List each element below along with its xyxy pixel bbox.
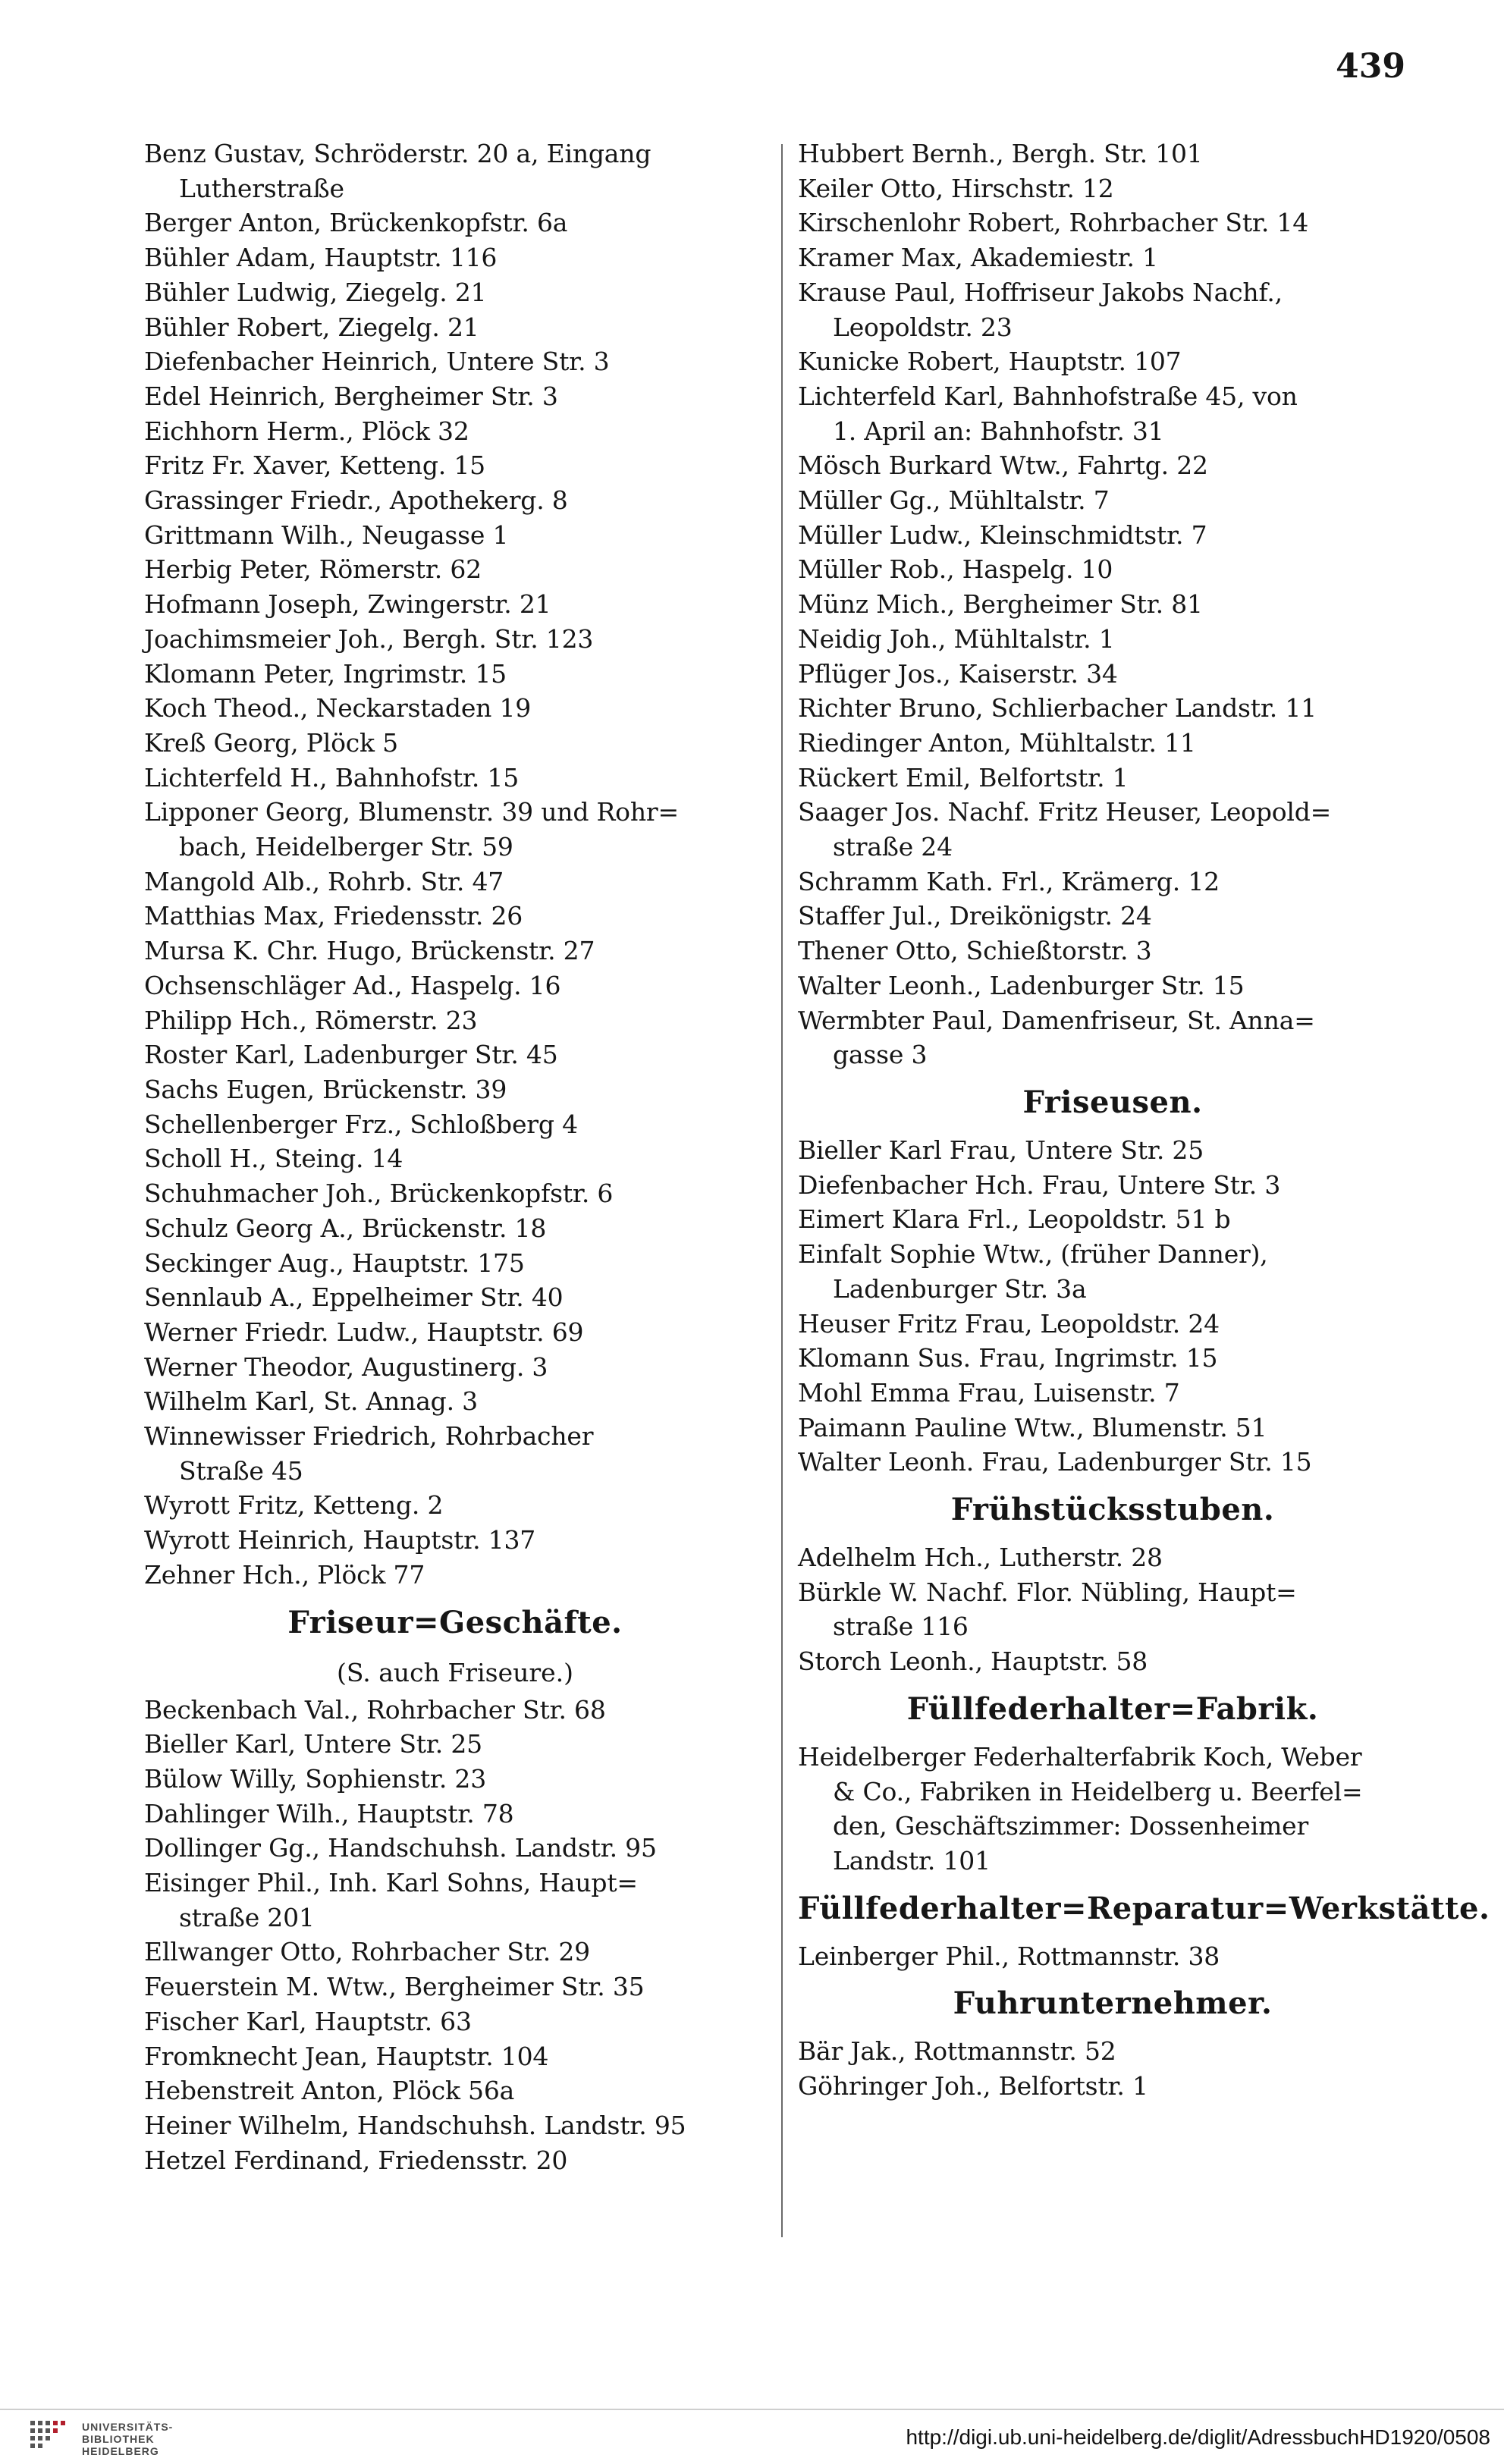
directory-entry: straße 116 <box>833 1612 969 1642</box>
directory-entry: Philipp Hch., Römerstr. 23 <box>144 1005 478 1035</box>
directory-entry: Berger Anton, Brückenkopfstr. 6a <box>144 208 568 238</box>
directory-entry: Straße 45 <box>179 1455 303 1486</box>
directory-entry: Dollinger Gg., Handschuhsh. Landstr. 95 <box>144 1833 657 1863</box>
directory-entry: Kramer Max, Akademiestr. 1 <box>798 243 1158 273</box>
directory-entry: Kunicke Robert, Hauptstr. 107 <box>798 347 1182 377</box>
library-name-line: HEIDELBERG <box>82 2445 159 2457</box>
directory-entry: Schulz Georg A., Brückenstr. 18 <box>144 1213 547 1243</box>
directory-entry: Keiler Otto, Hirschstr. 12 <box>798 173 1114 203</box>
directory-entry: Feuerstein M. Wtw., Bergheimer Str. 35 <box>144 1972 645 2002</box>
directory-entry: Wyrott Fritz, Ketteng. 2 <box>144 1490 444 1521</box>
directory-entry: gasse 3 <box>833 1040 928 1070</box>
section-subheading: (S. auch Friseure.) <box>336 1657 574 1687</box>
directory-entry: Krause Paul, Hoffriseur Jakobs Nachf., <box>798 277 1283 307</box>
directory-entry: Fromknecht Jean, Hauptstr. 104 <box>144 2041 549 2071</box>
directory-entry: Müller Ludw., Kleinschmidtstr. 7 <box>798 519 1207 550</box>
section-heading: Fuhrunternehmer. <box>953 1985 1273 2022</box>
directory-entry: Diefenbacher Hch. Frau, Untere Str. 3 <box>798 1169 1281 1200</box>
directory-entry: Diefenbacher Heinrich, Untere Str. 3 <box>144 347 610 377</box>
directory-entry: Bieller Karl, Untere Str. 25 <box>144 1729 482 1759</box>
directory-entry: straße 24 <box>833 832 953 862</box>
directory-entry: Landstr. 101 <box>833 1845 991 1875</box>
directory-entry: Heuser Fritz Frau, Leopoldstr. 24 <box>798 1308 1220 1339</box>
directory-entry: Mangold Alb., Rohrb. Str. 47 <box>144 866 504 896</box>
directory-entry: Mohl Emma Frau, Luisenstr. 7 <box>798 1377 1180 1408</box>
directory-entry: Klomann Peter, Ingrimstr. 15 <box>144 658 507 689</box>
directory-entry: Schuhmacher Joh., Brückenkopfstr. 6 <box>144 1179 614 1209</box>
directory-entry: Bürkle W. Nachf. Flor. Nübling, Haupt= <box>798 1577 1297 1607</box>
directory-entry: Einfalt Sophie Wtw., (früher Danner), <box>798 1239 1268 1270</box>
column-divider <box>781 144 783 2237</box>
section-heading: Friseusen. <box>1022 1084 1203 1120</box>
directory-entry: Sennlaub A., Eppelheimer Str. 40 <box>144 1282 564 1313</box>
directory-entry: Adelhelm Hch., Lutherstr. 28 <box>798 1543 1163 1573</box>
directory-entry: Lichterfeld Karl, Bahnhofstraße 45, von <box>798 381 1298 411</box>
directory-entry: Walter Leonh. Frau, Ladenburger Str. 15 <box>798 1447 1312 1477</box>
directory-entry: Kreß Georg, Plöck 5 <box>144 727 398 758</box>
library-logo-icon <box>29 2419 70 2456</box>
directory-entry: Wermbter Paul, Damenfriseur, St. Anna= <box>798 1005 1315 1035</box>
directory-entry: Werner Theodor, Augustinerg. 3 <box>144 1351 548 1382</box>
page-number: 439 <box>1336 47 1405 86</box>
directory-entry: Bühler Ludwig, Ziegelg. 21 <box>144 277 487 307</box>
directory-entry: Thener Otto, Schießtorstr. 3 <box>798 936 1152 966</box>
directory-entry: Heiner Wilhelm, Handschuhsh. Landstr. 95 <box>144 2110 686 2140</box>
footer <box>0 2410 1504 2464</box>
directory-entry: Riedinger Anton, Mühltalstr. 11 <box>798 727 1196 758</box>
directory-entry: Grittmann Wilh., Neugasse 1 <box>144 519 509 550</box>
directory-entry: Richter Bruno, Schlierbacher Landstr. 11 <box>798 693 1317 724</box>
directory-entry: Benz Gustav, Schröderstr. 20 a, Eingang <box>144 139 652 168</box>
directory-entry: Leinberger Phil., Rottmannstr. 38 <box>798 1941 1220 1971</box>
directory-entry: Walter Leonh., Ladenburger Str. 15 <box>798 970 1245 1000</box>
section-heading: Friseur=Geschäfte. <box>287 1604 623 1640</box>
directory-entry: Lutherstraße <box>179 173 344 203</box>
directory-entry: Klomann Sus. Frau, Ingrimstr. 15 <box>798 1343 1218 1373</box>
directory-entry: Neidig Joh., Mühltalstr. 1 <box>798 623 1115 654</box>
directory-entry: den, Geschäftszimmer: Dossenheimer <box>833 1811 1309 1841</box>
directory-entry: Hetzel Ferdinand, Friedensstr. 20 <box>144 2145 568 2175</box>
directory-entry: Sachs Eugen, Brückenstr. 39 <box>144 1074 507 1104</box>
directory-entry: Hebenstreit Anton, Plöck 56a <box>144 2076 515 2106</box>
section-heading: Frühstücksstuben. <box>950 1492 1275 1528</box>
directory-entry: Ladenburger Str. 3a <box>833 1273 1087 1304</box>
directory-entry: Hubbert Bernh., Bergh. Str. 101 <box>798 139 1203 168</box>
directory-entry: Heidelberger Federhalterfabrik Koch, Weber <box>798 1741 1362 1772</box>
directory-entry: Wyrott Heinrich, Hauptstr. 137 <box>144 1525 536 1555</box>
directory-entry: Bär Jak., Rottmannstr. 52 <box>798 2036 1116 2067</box>
source-url[interactable]: http://digi.ub.uni-heidelberg.de/diglit/AdressbuchHD1920/0508 <box>906 2425 1490 2449</box>
directory-entry: Eimert Klara Frl., Leopoldstr. 51 b <box>798 1204 1231 1235</box>
directory-entry: Pflüger Jos., Kaiserstr. 34 <box>798 658 1118 689</box>
directory-entry: Seckinger Aug., Hauptstr. 175 <box>144 1248 525 1278</box>
library-name <box>82 2421 173 2457</box>
directory-entry: bach, Heidelberger Str. 59 <box>179 832 513 862</box>
directory-entry: Scholl H., Steing. 14 <box>144 1144 403 1174</box>
directory-entry: Schellenberger Frz., Schloßberg 4 <box>144 1109 578 1139</box>
directory-entry: Lichterfeld H., Bahnhofstr. 15 <box>144 762 520 793</box>
directory-entry: Müller Gg., Mühltalstr. 7 <box>798 485 1110 516</box>
directory-entry: Ellwanger Otto, Rohrbacher Str. 29 <box>144 1937 590 1967</box>
directory-entry: Mursa K. Chr. Hugo, Brückenstr. 27 <box>144 936 595 966</box>
section-heading: Füllfederhalter=Fabrik. <box>906 1690 1319 1727</box>
directory-entry: Storch Leonh., Hauptstr. 58 <box>798 1646 1148 1677</box>
directory-entry: Herbig Peter, Römerstr. 62 <box>144 554 482 585</box>
directory-entry: Hofmann Joseph, Zwingerstr. 21 <box>144 589 551 620</box>
directory-entry: Matthias Max, Friedensstr. 26 <box>144 901 523 931</box>
directory-entry: 1. April an: Bahnhofstr. 31 <box>833 416 1164 446</box>
directory-entry: Rückert Emil, Belfortstr. 1 <box>798 762 1129 793</box>
directory-entry: Göhringer Joh., Belfortstr. 1 <box>798 2071 1148 2101</box>
directory-entry: Bülow Willy, Sophienstr. 23 <box>144 1763 487 1794</box>
directory-entry: Kirschenlohr Robert, Rohrbacher Str. 14 <box>798 208 1309 238</box>
directory-entry: Lipponer Georg, Blumenstr. 39 und Rohr= <box>144 797 679 827</box>
library-name-line: UNIVERSITÄTS- <box>82 2421 174 2433</box>
right-column <box>798 137 1490 2104</box>
directory-entry: Grassinger Friedr., Apothekerg. 8 <box>144 485 568 516</box>
directory-entry: Winnewisser Friedrich, Rohrbacher <box>144 1421 594 1452</box>
section-heading: Füllfederhalter=Reparatur=Werkstätte. <box>798 1890 1490 1926</box>
directory-entry: Müller Rob., Haspelg. 10 <box>798 554 1113 585</box>
directory-entry: Staffer Jul., Dreikönigstr. 24 <box>798 901 1152 931</box>
directory-entry: & Co., Fabriken in Heidelberg u. Beerfel= <box>833 1776 1363 1806</box>
directory-entry: Dahlinger Wilh., Hauptstr. 78 <box>144 1798 514 1828</box>
left-column <box>144 137 766 2177</box>
directory-entry: Paimann Pauline Wtw., Blumenstr. 51 <box>798 1412 1267 1442</box>
directory-entry: Schramm Kath. Frl., Krämerg. 12 <box>798 866 1220 896</box>
directory-entry: Eichhorn Herm., Plöck 32 <box>144 416 469 446</box>
directory-entry: Saager Jos. Nachf. Fritz Heuser, Leopold= <box>798 797 1332 827</box>
directory-entry: Joachimsmeier Joh., Bergh. Str. 123 <box>144 623 594 654</box>
directory-entry: straße 201 <box>179 1902 315 1932</box>
directory-entry: Fritz Fr. Xaver, Ketteng. 15 <box>144 450 485 481</box>
directory-entry: Wilhelm Karl, St. Annag. 3 <box>144 1386 478 1417</box>
directory-entry: Zehner Hch., Plöck 77 <box>144 1559 425 1590</box>
directory-entry: Bühler Adam, Hauptstr. 116 <box>144 243 498 273</box>
directory-entry: Eisinger Phil., Inh. Karl Sohns, Haupt= <box>144 1868 638 1898</box>
directory-entry: Leopoldstr. 23 <box>833 312 1013 342</box>
directory-entry: Ochsenschläger Ad., Haspelg. 16 <box>144 970 561 1000</box>
directory-entry: Beckenbach Val., Rohrbacher Str. 68 <box>144 1694 606 1725</box>
directory-entry: Koch Theod., Neckarstaden 19 <box>144 693 532 724</box>
library-name-line: BIBLIOTHEK <box>82 2433 155 2445</box>
directory-entry: Roster Karl, Ladenburger Str. 45 <box>144 1040 558 1070</box>
directory-entry: Bieller Karl Frau, Untere Str. 25 <box>798 1135 1204 1165</box>
directory-entry: Werner Friedr. Ludw., Hauptstr. 69 <box>144 1317 584 1347</box>
directory-entry: Edel Heinrich, Bergheimer Str. 3 <box>144 381 558 411</box>
directory-entry: Münz Mich., Bergheimer Str. 81 <box>798 589 1203 620</box>
directory-entry: Bühler Robert, Ziegelg. 21 <box>144 312 479 342</box>
directory-entry: Fischer Karl, Hauptstr. 63 <box>144 2006 472 2036</box>
directory-entry: Mösch Burkard Wtw., Fahrtg. 22 <box>798 450 1208 481</box>
